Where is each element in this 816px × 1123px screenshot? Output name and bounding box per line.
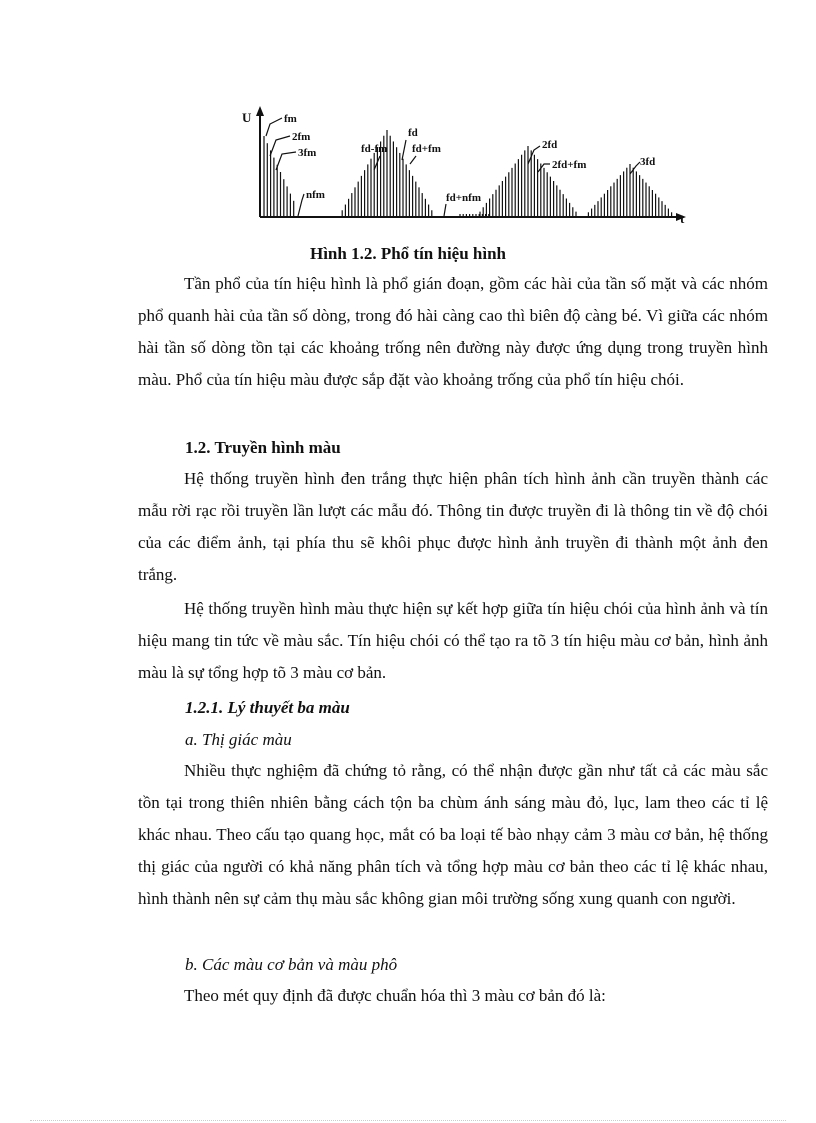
paragraph-primary-colors-text: Theo mét quy định đã được chuẩn hóa thì 3 màu cơ bản đó là: xyxy=(184,986,606,1005)
label-fd: fd xyxy=(408,127,418,139)
subheading-color-vision: a. Thị giác màu xyxy=(185,730,292,749)
paragraph-bw-tv-text: Hệ thống truyền hình đen trắng thực hiện phân tích hình ảnh cần truyền thành các mẫu rời rạc rồi truyền lần lượt các mẫu đó. Thông tin được truyền đi là thông tin về độ chói của các điểm ảnh, tại phía thu sẽ khôi phục được hình ảnh truyền đi thành một ảnh đen trắng. xyxy=(138,469,768,584)
label-2fd-plus-fm: 2fd+fm xyxy=(552,159,587,171)
label-3fm: 3fm xyxy=(298,147,317,159)
label-fd-plus-fm: fd+fm xyxy=(412,143,441,155)
paragraph-spectrum-text: Tần phổ của tín hiệu hình là phổ gián đoạn, gồm các hài của tần số mặt và các nhóm phổ quanh hài của tần số dòng, trong đó hài càng cao thì biên độ càng bé. Vì giữa các nhóm hài tần số dòng tồn tại các khoảng trống nên đường này được ứng dụng trong truyền hình màu. Phổ của tín hiệu màu được sắp đặt vào khoảng trống của phổ tín hiệu chói. xyxy=(138,274,768,389)
paragraph-color-vision-text: Nhiều thực nghiệm đã chứng tỏ rằng, có thể nhận được gần như tất cả các màu sắc tồn tại trong thiên nhiên bằng cách tộn ba chùm ánh sáng màu đỏ, lục, lam theo các tỉ lệ khác nhau. Theo cấu tạo quang học, mắt có ba loại tế bào nhạy cảm 3 màu cơ bản, hệ thống thị giác của người có khả năng phân tích và tổng hợp màu cơ bản theo các tỉ lệ khác nhau, hình thành nên sự cảm thụ màu sắc không gian môi trường sống xung quanh con người. xyxy=(138,761,768,908)
spectrum-diagram xyxy=(240,100,690,225)
label-fd-fm: fd-fm xyxy=(361,143,388,155)
label-nfm: nfm xyxy=(306,189,325,201)
paragraph-color-tv-text: Hệ thống truyền hình màu thực hiện sự kết hợp giữa tín hiệu chói của hình ảnh và tín hiệu mang tin tức về màu sắc. Tín hiệu chói có thể tạo ra tõ 3 tín hiệu màu cơ bản, hình ảnh màu là sự tổng hợp tõ 3 màu cơ bản. xyxy=(138,599,768,682)
paragraph-color-vision xyxy=(138,755,768,915)
label-fd-plus-nfm: fd+nfm xyxy=(446,192,481,204)
x-axis-label: t xyxy=(680,211,685,225)
subheading-primary-colors: b. Các màu cơ bản và màu phô xyxy=(185,955,398,974)
heading-three-color-theory: 1.2.1. Lý thuyết ba màu xyxy=(185,698,350,717)
paragraph-bw-tv xyxy=(138,463,768,591)
paragraph-spectrum xyxy=(138,268,768,396)
paragraph-primary-colors xyxy=(138,980,768,1012)
figure-caption: Hình 1.2. Phổ tín hiệu hình xyxy=(309,244,507,263)
page-bottom-rule xyxy=(30,1120,786,1121)
y-axis-arrow xyxy=(256,106,264,116)
y-axis-label: U xyxy=(242,110,252,125)
label-3fd: 3fd xyxy=(640,156,656,168)
label-2fd: 2fd xyxy=(542,139,558,151)
label-2fm: 2fm xyxy=(292,131,311,143)
label-fm: fm xyxy=(284,113,297,125)
paragraph-color-tv xyxy=(138,593,768,689)
spectrum-figure xyxy=(240,100,690,225)
heading-color-tv: 1.2. Truyền hình màu xyxy=(185,438,341,457)
